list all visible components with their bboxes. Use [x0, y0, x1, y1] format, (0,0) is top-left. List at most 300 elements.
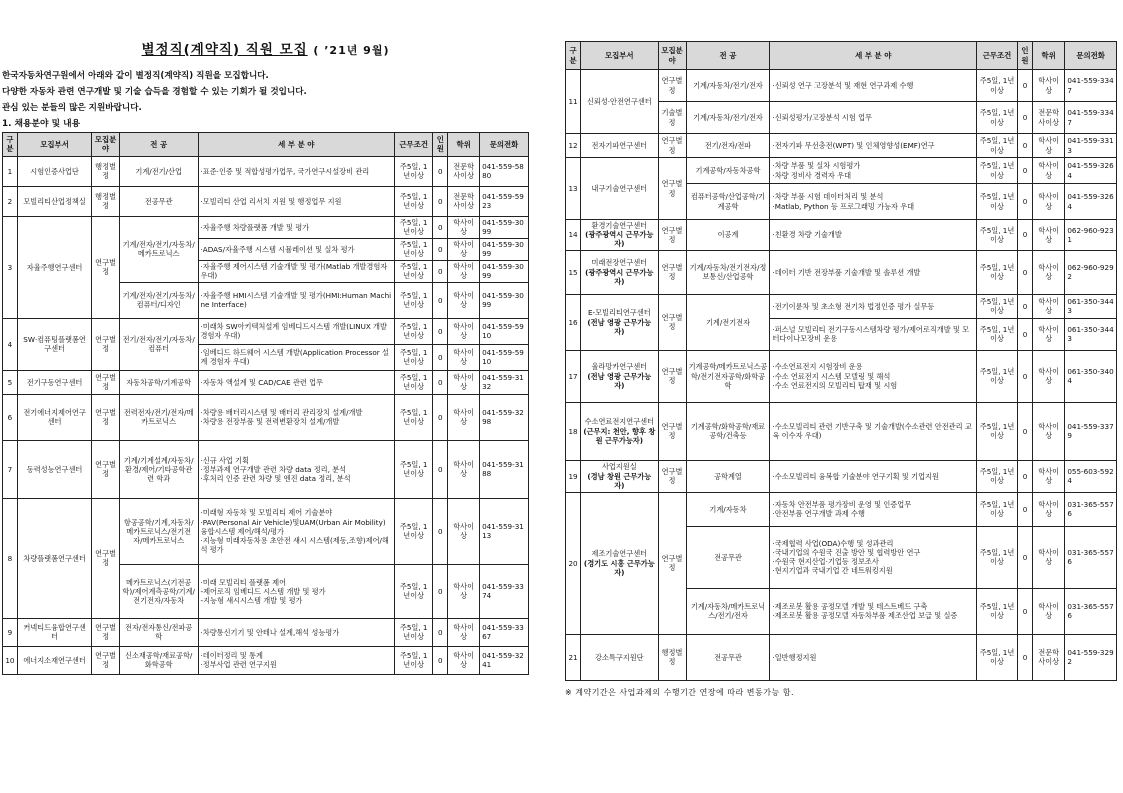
- row-dept: [581, 220, 658, 251]
- row-phone: 041-559-3367: [480, 618, 529, 646]
- row-detail: ·신뢰성평가/고장분석 시험 업무: [770, 102, 977, 134]
- row-num: 0: [433, 370, 448, 394]
- row-phone: 041-559-3313: [1065, 134, 1117, 158]
- row-degree: 학사이상: [1033, 460, 1065, 492]
- row-detail: ·신규 사업 기획 ·정부과제 연구개발 관련 차량 data 정리, 분석 ·후처리 인증 관련 차량 및 엔진 data 정리, 분석: [198, 440, 395, 498]
- row-phone: 041-559-3099: [480, 260, 529, 282]
- row-field: 연구별정: [658, 70, 686, 102]
- table-row: [3, 318, 529, 344]
- row-major: 메카트로닉스(기전공학)/제어계측공학/기계/전기전자/자동차: [119, 564, 198, 618]
- row-cond: 주5일, 1년이상: [395, 216, 433, 238]
- table-row: [566, 402, 1117, 460]
- col-header-phone: 문의전화: [480, 133, 529, 157]
- row-field: 행정별정: [92, 186, 120, 216]
- table-row: [3, 370, 529, 394]
- row-num: 0: [1017, 102, 1032, 134]
- row-cond: 주5일, 1년이상: [395, 282, 433, 318]
- row-phone: 041-559-3132: [480, 370, 529, 394]
- table-row: [566, 294, 1117, 318]
- row-dept-location: (경기도 시흥 근무가능자): [583, 558, 655, 577]
- row-cond: 주5일, 1년이상: [395, 238, 433, 260]
- row-major: 공학계열: [686, 460, 770, 492]
- row-no: 12: [566, 134, 581, 158]
- row-num: 0: [1017, 634, 1032, 680]
- row-no: 5: [3, 370, 18, 394]
- row-dept: [581, 250, 658, 294]
- row-dept-name: 미래전장연구센터: [591, 258, 648, 268]
- row-cond: 주5일, 1년이상: [977, 492, 1018, 526]
- row-no: 1: [3, 156, 18, 186]
- table-row: [3, 498, 529, 564]
- row-phone: 041-559-3298: [480, 394, 529, 440]
- row-degree: 학사이상: [1033, 318, 1065, 350]
- row-degree: 전문학사이상: [448, 186, 480, 216]
- row-detail: ·신뢰성 연구 고장분석 및 재현 연구과제 수행: [770, 70, 977, 102]
- row-degree: 학사이상: [1033, 294, 1065, 318]
- row-field: 연구별정: [92, 440, 120, 498]
- row-cond: 주5일, 1년이상: [395, 370, 433, 394]
- row-dept-location: (전남 영광 근무가능자): [587, 317, 652, 336]
- row-detail: ·표준·인증 및 적합성평가업무, 국가연구시설장비 관리: [198, 156, 395, 186]
- row-no: 9: [3, 618, 18, 646]
- row-detail: ·데이터 기반 전장부품 기술개발 및 솔루션 개발: [770, 250, 977, 294]
- row-phone: 041-559-3379: [1065, 402, 1117, 460]
- row-detail: ·자율주행 HMI시스템 기술개발 및 평가(HMI:Human Machine Interface): [198, 282, 395, 318]
- intro-line-1: 한국자동차연구원에서 아래와 같이 별정직(계약직) 직원을 모집합니다.: [2, 71, 269, 81]
- row-dept-location: (광주광역시 근무가능자): [585, 267, 654, 286]
- table-row: [3, 216, 529, 238]
- row-field: 연구별정: [658, 220, 686, 251]
- row-degree: 학사이상: [1033, 134, 1065, 158]
- row-field: 연구별정: [92, 216, 120, 318]
- row-phone: 041-559-3241: [480, 646, 529, 674]
- row-detail: ·차량 부품 시험 데이터처리 및 분석 ·Matlab, Python 등 프로그래밍 가능자 우대: [770, 184, 977, 220]
- row-field: 연구별정: [658, 134, 686, 158]
- col-header-no: 구분: [3, 133, 18, 157]
- row-num: 0: [1017, 526, 1032, 588]
- row-phone: 041-559-3264: [1065, 158, 1117, 184]
- row-detail: ·자율주행 제어시스템 기술개발 및 평가(Matlab 개발경험자 우대): [198, 260, 395, 282]
- row-phone: 041-559-5910: [480, 318, 529, 344]
- table-row: [566, 134, 1117, 158]
- row-no: 15: [566, 250, 581, 294]
- row-detail: ·차량 부품 및 실차 시험평가 ·차량 정비사 경력자 우대: [770, 158, 977, 184]
- table-row: [3, 394, 529, 440]
- notice-title: [2, 38, 529, 58]
- row-degree: 학사이상: [1033, 220, 1065, 251]
- row-cond: 주5일, 1년이상: [977, 294, 1018, 318]
- row-degree: 학사이상: [448, 260, 480, 282]
- row-cond: 주5일, 1년이상: [977, 220, 1018, 251]
- row-detail: ·퍼스널 모빌리티 전기구동시스템차량 평가/제어로직개발 및 모터다이나모장비 운용: [770, 318, 977, 350]
- row-detail: ·자동차 안전부품 평가장비 운영 및 인증업무 ·안전부품 연구개발 과제 수행: [770, 492, 977, 526]
- row-detail: ·미래 모빌리티 플랫폼 제어 -제어로직 임베디드 시스템 개발 및 평가 -지능형 섀시시스템 개발 및 평가: [198, 564, 395, 618]
- row-no: 7: [3, 440, 18, 498]
- row-num: 0: [433, 564, 448, 618]
- row-num: 0: [433, 216, 448, 238]
- table-row: [566, 70, 1117, 102]
- row-phone: 061-350-3443: [1065, 318, 1117, 350]
- row-phone: 041-559-3099: [480, 238, 529, 260]
- row-no: 2: [3, 186, 18, 216]
- row-cond: 주5일, 1년이상: [977, 134, 1018, 158]
- row-dept: 전기에너지제어연구센터: [17, 394, 91, 440]
- row-detail: ·자율주행 차량플랫폼 개발 및 평가: [198, 216, 395, 238]
- row-num: 0: [1017, 220, 1032, 251]
- col-header-field: 모집분야: [658, 42, 686, 70]
- row-phone: 041-559-3374: [480, 564, 529, 618]
- row-phone: 041-559-3347: [1065, 102, 1117, 134]
- row-major: 기계공학/자동차공학: [686, 158, 770, 184]
- table-row: [3, 618, 529, 646]
- row-degree: 학사이상: [448, 238, 480, 260]
- row-major: 기계/자동차: [686, 492, 770, 526]
- row-field: 행정별정: [658, 634, 686, 680]
- col-header-num: 인원: [433, 133, 448, 157]
- row-detail: ·수소모빌리티 융복합 기술분야 연구기획 및 기업지원: [770, 460, 977, 492]
- row-phone: 031-365-5576: [1065, 588, 1117, 634]
- table-row: [566, 634, 1117, 680]
- row-num: 0: [1017, 134, 1032, 158]
- row-dept-name: 환경기술연구센터: [591, 221, 648, 230]
- row-dept: [581, 294, 658, 350]
- row-major: 이공계: [686, 220, 770, 251]
- row-num: 0: [1017, 460, 1032, 492]
- row-phone: 041-559-5880: [480, 156, 529, 186]
- row-cond: 주5일, 1년이상: [977, 460, 1018, 492]
- row-cond: 주5일, 1년이상: [395, 394, 433, 440]
- row-degree: 학사이상: [448, 282, 480, 318]
- row-degree: 전문학사이상: [448, 156, 480, 186]
- row-num: 0: [433, 344, 448, 370]
- row-degree: 학사이상: [448, 394, 480, 440]
- row-field: 연구별정: [92, 498, 120, 618]
- table-header-row: [3, 133, 529, 157]
- row-phone: 062-960-9231: [1065, 220, 1117, 251]
- row-num: 0: [433, 238, 448, 260]
- row-major: 신소재공학/재료공학/화학공학: [119, 646, 198, 674]
- row-major: 항공공학/기계,자동차/메카트로닉스/전기전자/메카트로닉스: [119, 498, 198, 564]
- col-header-field: 모집분야: [92, 133, 120, 157]
- table-row: [566, 350, 1117, 402]
- row-phone: 041-559-3099: [480, 282, 529, 318]
- row-field: 연구별정: [92, 318, 120, 370]
- col-header-major: 전 공: [119, 133, 198, 157]
- row-detail: ·자동차 액설계 및 CAD/CAE 관련 업무: [198, 370, 395, 394]
- row-num: 0: [1017, 250, 1032, 294]
- col-header-major: 전 공: [686, 42, 770, 70]
- row-major: 전력전자/전기/전자/메카트로닉스: [119, 394, 198, 440]
- row-field: 행정별정: [92, 156, 120, 186]
- row-detail: ·임베디드 하드웨어 시스템 개발(Application Processor 설계 경험자 우대): [198, 344, 395, 370]
- row-cond: 주5일, 1년이상: [977, 350, 1018, 402]
- row-degree: 학사이상: [1033, 70, 1065, 102]
- row-phone: 041-559-3099: [480, 216, 529, 238]
- row-major: 전기/전자/전파: [686, 134, 770, 158]
- row-dept: 동력성능연구센터: [17, 440, 91, 498]
- table-row: [3, 440, 529, 498]
- footnote: ※ 계약기간은 사업과제의 수행기간 연장에 따라 변동가능 함.: [565, 687, 795, 697]
- row-no: 6: [3, 394, 18, 440]
- row-field: 연구별정: [658, 492, 686, 634]
- row-num: 0: [433, 394, 448, 440]
- row-cond: 주5일, 1년이상: [395, 440, 433, 498]
- row-cond: 주5일, 1년이상: [395, 618, 433, 646]
- row-field: 연구별정: [92, 394, 120, 440]
- row-phone: 061-350-3443: [1065, 294, 1117, 318]
- table-row: [3, 186, 529, 216]
- row-dept: 강소특구지원단: [581, 634, 658, 680]
- row-num: 0: [433, 282, 448, 318]
- row-num: 0: [1017, 158, 1032, 184]
- row-no: 4: [3, 318, 18, 370]
- right-recruitment-table: [565, 41, 1117, 681]
- row-degree: 학사이상: [448, 344, 480, 370]
- row-degree: 학사이상: [448, 318, 480, 344]
- row-dept: [581, 492, 658, 634]
- notice-title-main: 별정직(계약직) 직원 모집: [141, 42, 308, 58]
- row-num: 0: [1017, 588, 1032, 634]
- row-num: 0: [1017, 184, 1032, 220]
- row-dept: [581, 350, 658, 402]
- row-no: 18: [566, 402, 581, 460]
- col-header-degree: 학위: [448, 133, 480, 157]
- row-detail: ·전기이륜차 및 초소형 전기차 법정인증 평가 실무등: [770, 294, 977, 318]
- table-row: [566, 460, 1117, 492]
- row-cond: 주5일, 1년이상: [395, 318, 433, 344]
- row-dept: 자율주행연구센터: [17, 216, 91, 318]
- row-phone: 041-559-3188: [480, 440, 529, 498]
- row-cond: 주5일, 1년이상: [977, 526, 1018, 588]
- row-no: 8: [3, 498, 18, 618]
- row-cond: 주5일, 1년이상: [395, 646, 433, 674]
- row-dept-name: E-모빌리티연구센터: [587, 308, 651, 318]
- row-field: 연구별정: [92, 646, 120, 674]
- col-header-cond: 근무조건: [977, 42, 1018, 70]
- row-major: 기계공학/메카트로닉스공학/전기전자공학/화학공학: [686, 350, 770, 402]
- row-detail: ·미래형 자동차 및 모빌리티 제어 기술분야 ·PAV(Personal Air Vehicle)및UAM(Urban Air Mobility)융합시스템 제어/해석/평가 ·지능형 미래자동차용 초안전 섀시 시스템(제동,조향)제어/해석 평가: [198, 498, 395, 564]
- row-cond: 주5일, 1년이상: [977, 184, 1018, 220]
- row-field: 기술별정: [658, 102, 686, 134]
- row-detail: ·데이터정리 및 통계 ·정부사업 관련 연구지원: [198, 646, 395, 674]
- row-cond: 주5일, 1년이상: [977, 158, 1018, 184]
- row-num: 0: [433, 440, 448, 498]
- row-no: 19: [566, 460, 581, 492]
- row-major: 전공무관: [686, 526, 770, 588]
- row-degree: 학사이상: [448, 498, 480, 564]
- row-major: 전기/전자/전기/자동차/컴퓨터: [119, 318, 198, 370]
- col-header-dept: 모집부서: [581, 42, 658, 70]
- row-field: 연구별정: [658, 460, 686, 492]
- row-dept-location: (광주광역시 근무가능자): [585, 230, 654, 249]
- row-dept-location: (경남 창원 근무가능자): [587, 471, 652, 490]
- row-num: 0: [1017, 70, 1032, 102]
- table-row: [566, 250, 1117, 294]
- row-cond: 주5일, 1년이상: [395, 260, 433, 282]
- row-dept: 차량플랫폼연구센터: [17, 498, 91, 618]
- row-detail: ·차량통신기기 및 안테나 설계,해석 성능평가: [198, 618, 395, 646]
- col-header-num: 인원: [1017, 42, 1032, 70]
- row-degree: 학사이상: [448, 646, 480, 674]
- row-field: 연구별정: [658, 250, 686, 294]
- row-major: 기계/전자/전기/자동차/메카트로닉스: [119, 216, 198, 282]
- row-cond: 주5일, 1년이상: [395, 564, 433, 618]
- row-phone: 041-559-3264: [1065, 184, 1117, 220]
- row-major: 기계/전기/산업: [119, 156, 198, 186]
- row-no: 3: [3, 216, 18, 318]
- row-dept: 커넥티드융합연구센터: [17, 618, 91, 646]
- row-num: 0: [433, 618, 448, 646]
- row-field: 연구별정: [92, 370, 120, 394]
- row-major: 전자/전자통신/전파공학: [119, 618, 198, 646]
- row-major: 컴퓨터공학/산업공학/기계공학: [686, 184, 770, 220]
- row-phone: 061-350-3404: [1065, 350, 1117, 402]
- row-degree: 학사이상: [1033, 158, 1065, 184]
- row-major: 기계/자동차/전기전자/정보통신/산업공학: [686, 250, 770, 294]
- table-row: [3, 156, 529, 186]
- row-major: 기계/자동차/전기/전자: [686, 70, 770, 102]
- notice-title-date: ( ’21년 9월): [313, 44, 390, 57]
- row-num: 0: [433, 318, 448, 344]
- left-recruitment-table: [2, 132, 529, 675]
- row-cond: 주5일, 1년이상: [977, 70, 1018, 102]
- row-major: 기계/기계설계/자동차/환경/제어/기타공학관련 학과: [119, 440, 198, 498]
- row-phone: 062-960-9292: [1065, 250, 1117, 294]
- col-header-phone: 문의전화: [1065, 42, 1117, 70]
- row-dept-name: 수소연료전지연구센터: [584, 417, 655, 427]
- row-dept: 시험인증사업단: [17, 156, 91, 186]
- row-major: 기계/전기전자: [686, 294, 770, 350]
- intro-line-2: 다양한 자동차 관련 연구개발 및 기술 습득을 경험할 수 있는 기회가 될 것입니다.: [2, 87, 307, 97]
- col-header-detail: 세 부 분 야: [770, 42, 977, 70]
- row-major: 기계공학/화학공학/재료공학/건축등: [686, 402, 770, 460]
- row-detail: ·수소모빌리티 관련 기반구축 및 기술개발(수소관련 안전관리 교육 이수자 우대): [770, 402, 977, 460]
- row-phone: 031-365-5576: [1065, 492, 1117, 526]
- row-degree: 학사이상: [1033, 184, 1065, 220]
- row-no: 17: [566, 350, 581, 402]
- row-degree: 학사이상: [1033, 350, 1065, 402]
- row-no: 14: [566, 220, 581, 251]
- col-header-degree: 학위: [1033, 42, 1065, 70]
- row-dept: 신뢰성·안전연구센터: [581, 70, 658, 134]
- row-phone: 055-603-5924: [1065, 460, 1117, 492]
- row-num: 0: [1017, 350, 1032, 402]
- row-phone: 041-559-5923: [480, 186, 529, 216]
- row-cond: 주5일, 1년이상: [977, 634, 1018, 680]
- row-degree: 학사이상: [1033, 526, 1065, 588]
- section-heading: 1. 채용분야 및 내용: [2, 119, 81, 129]
- row-cond: 주5일, 1년이상: [395, 344, 433, 370]
- row-dept-name: 율라망카연구센터: [591, 362, 648, 372]
- row-major: 기계/자동차/전기/전자: [686, 102, 770, 134]
- row-phone: 031-365-5576: [1065, 526, 1117, 588]
- intro-line-3: 관심 있는 분들의 많은 지원바랍니다.: [2, 103, 142, 113]
- row-degree: 학사이상: [1033, 492, 1065, 526]
- row-detail: ·친환경 차량 기술개발: [770, 220, 977, 251]
- row-field: 연구별정: [658, 402, 686, 460]
- row-dept: 모빌리티산업정책실: [17, 186, 91, 216]
- row-degree: 학사이상: [448, 440, 480, 498]
- row-detail: ·국제협력 사업(ODA)수행 및 성과관리 ·국내기업의 수원국 진출 방안 및 협력방안 연구 ·수원국 현지산업·기업등 정보조사 ·현지기업과 국내기업 간 네트워킹지원: [770, 526, 977, 588]
- table-row: [3, 646, 529, 674]
- row-dept: 에너지소재연구센터: [17, 646, 91, 674]
- row-degree: 학사이상: [1033, 250, 1065, 294]
- row-detail: ·ADAS/자율주행 시스템 시뮬레이션 및 실차 평가: [198, 238, 395, 260]
- row-field: 연구별정: [658, 350, 686, 402]
- row-no: 13: [566, 158, 581, 220]
- row-dept: SW·컴퓨팅플랫폼연구센터: [17, 318, 91, 370]
- row-cond: 주5일, 1년이상: [977, 588, 1018, 634]
- row-no: 21: [566, 634, 581, 680]
- col-header-dept: 모집부서: [17, 133, 91, 157]
- row-degree: 학사이상: [448, 618, 480, 646]
- col-header-detail: 세 부 분 야: [198, 133, 395, 157]
- row-num: 0: [1017, 294, 1032, 318]
- right-panel: [565, 41, 1117, 698]
- row-num: 0: [1017, 318, 1032, 350]
- row-num: 0: [433, 498, 448, 564]
- row-detail: ·전자기파 무선충전(WPT) 및 인체영향성(EMF)연구: [770, 134, 977, 158]
- row-num: 0: [433, 646, 448, 674]
- table-row: [566, 220, 1117, 251]
- row-major: 기계/전자/전기/자동차/컴퓨터/디자인: [119, 282, 198, 318]
- row-dept-name: 제조기술연구센터: [591, 549, 648, 559]
- row-no: 11: [566, 70, 581, 134]
- row-degree: 전문학사이상: [1033, 102, 1065, 134]
- row-phone: 041-559-3347: [1065, 70, 1117, 102]
- row-detail: ·일반행정지원: [770, 634, 977, 680]
- row-degree: 학사이상: [448, 370, 480, 394]
- row-field: 연구별정: [658, 158, 686, 220]
- row-phone: 041-559-3113: [480, 498, 529, 564]
- row-detail: ·제조로봇 활용 공정모델 개발 및 테스트베드 구축 ·제조로봇 활용 공정모델 자동차부품 제조산업 보급 및 실증: [770, 588, 977, 634]
- row-detail: ·미래차 SW아키텍처설계 임베디드시스템 개발(LINUX 개발경험자 우대): [198, 318, 395, 344]
- col-header-no: 구분: [566, 42, 581, 70]
- table-row: [566, 158, 1117, 184]
- table-header-row: [566, 42, 1117, 70]
- row-detail: ·차량용 배터리시스템 및 배터리 관리장치 설계/개발 ·차량용 전장부품 및 전력변환장치 설계/개발: [198, 394, 395, 440]
- row-cond: 주5일, 1년이상: [977, 102, 1018, 134]
- row-no: 20: [566, 492, 581, 634]
- row-num: 0: [1017, 492, 1032, 526]
- left-panel: [2, 38, 529, 675]
- row-num: 0: [433, 260, 448, 282]
- row-cond: 주5일, 1년이상: [395, 156, 433, 186]
- row-phone: 041-559-3292: [1065, 634, 1117, 680]
- row-dept-location: (전남 영광 근무가능자): [587, 371, 652, 390]
- row-no: 16: [566, 294, 581, 350]
- row-dept: [581, 402, 658, 460]
- row-no: 10: [3, 646, 18, 674]
- row-detail: ·수소연료전지 시험장비 운용 ·수소 연료전지 시스템 모델링 및 해석 ·수소 연료전지의 모빌리티 탑재 및 시험: [770, 350, 977, 402]
- row-degree: 학사이상: [448, 216, 480, 238]
- row-degree: 학사이상: [1033, 588, 1065, 634]
- row-dept: 내구기술연구센터: [581, 158, 658, 220]
- row-cond: 주5일, 1년이상: [977, 402, 1018, 460]
- row-major: 전공무관: [686, 634, 770, 680]
- row-major: 기계/자동차/메카트로닉스/전기/전자: [686, 588, 770, 634]
- row-phone: 041-559-5910: [480, 344, 529, 370]
- row-major: 자동차공학/기계공학: [119, 370, 198, 394]
- row-field: 연구별정: [658, 294, 686, 350]
- row-field: 연구별정: [92, 618, 120, 646]
- row-cond: 주5일, 1년이상: [395, 186, 433, 216]
- col-header-cond: 근무조건: [395, 133, 433, 157]
- row-degree: 학사이상: [448, 564, 480, 618]
- row-num: 0: [1017, 402, 1032, 460]
- row-dept-location: (근무지: 천안, 향후 창원 근무가능자): [583, 426, 656, 445]
- row-num: 0: [433, 156, 448, 186]
